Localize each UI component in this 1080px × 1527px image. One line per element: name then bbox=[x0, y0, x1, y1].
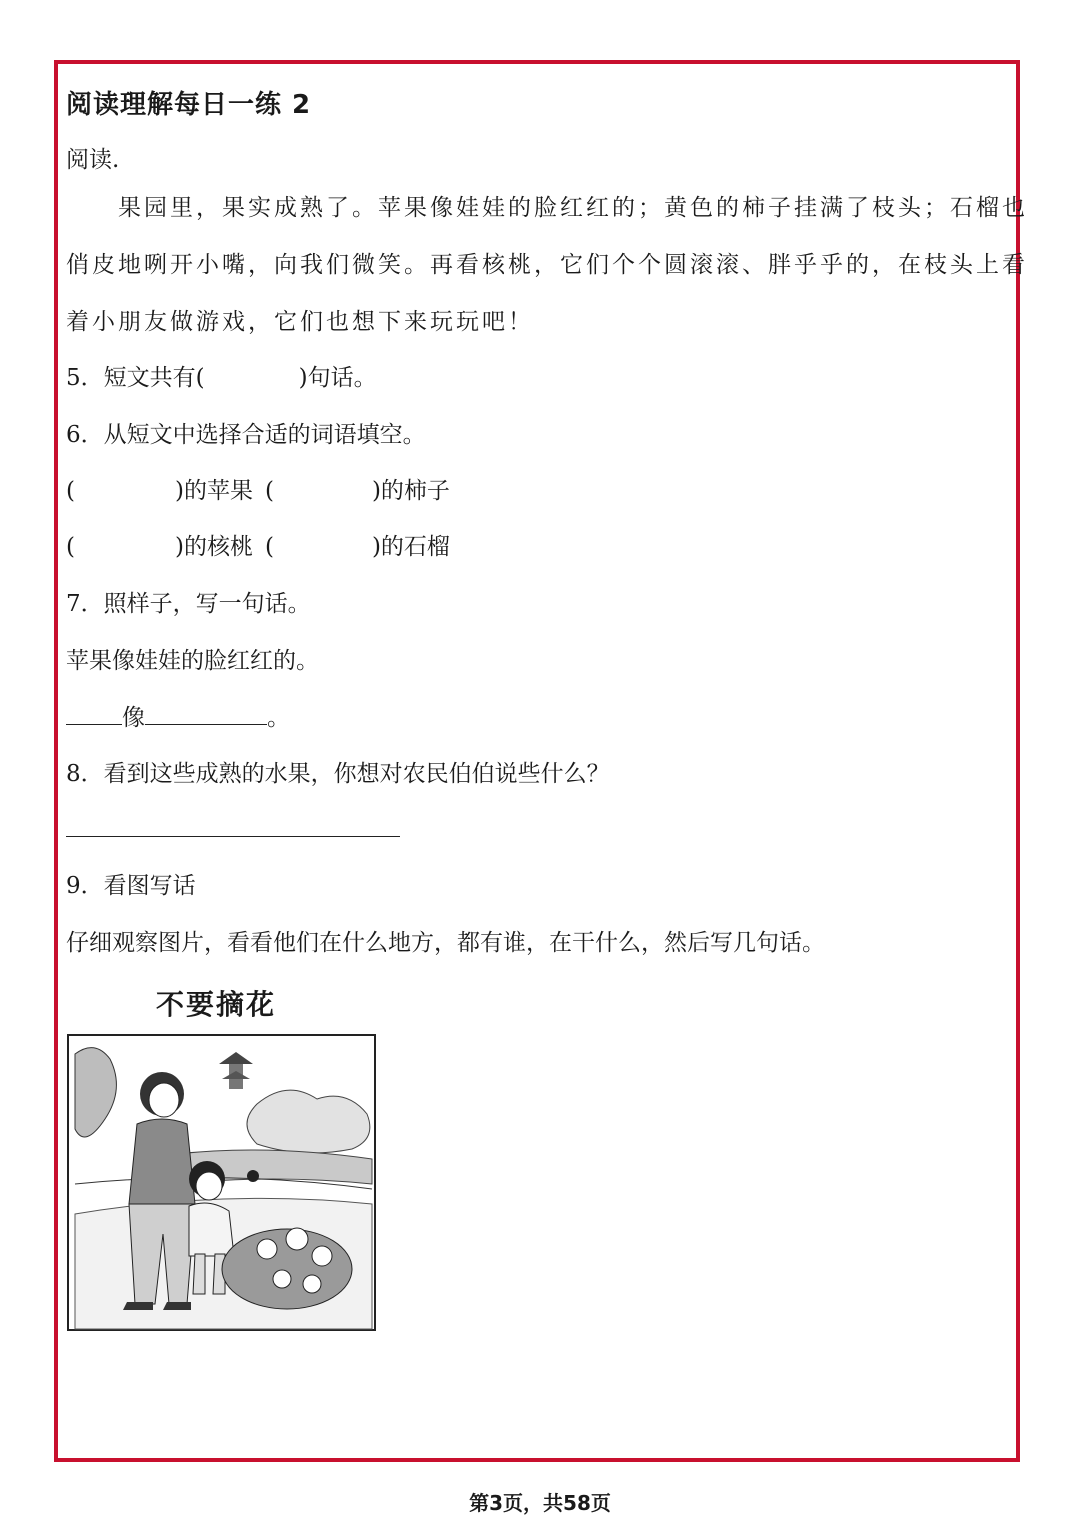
question-8-answer-line[interactable] bbox=[66, 836, 400, 837]
question-5 bbox=[66, 363, 377, 393]
question-5-suffix: )句话。 bbox=[298, 365, 377, 391]
document-title: 阅读理解每日一练 2 bbox=[66, 90, 312, 120]
fill-close: )的苹果 bbox=[174, 478, 253, 504]
passage-line-1: 果园里，果实成熟了。苹果像娃娃的脸红红的；黄色的柿子挂满了枝头；石榴也 bbox=[118, 195, 1028, 221]
page-number-footer: 第3页，共58页 bbox=[469, 1491, 611, 1515]
illustration-picture bbox=[67, 1034, 377, 1332]
fill-close: )的石榴 bbox=[371, 534, 450, 560]
question-9-stem: 9．看图写话 bbox=[66, 873, 196, 899]
fill-close: )的核桃 bbox=[174, 534, 253, 560]
question-8-stem: 8．看到这些成熟的水果，你想对农民伯伯说些什么？ bbox=[66, 761, 610, 787]
read-label: 阅读. bbox=[66, 147, 120, 173]
pattern-end: 。 bbox=[267, 705, 290, 731]
fill-open: ( bbox=[66, 478, 75, 504]
question-7-pattern bbox=[66, 702, 290, 733]
fill-open: ( bbox=[264, 478, 274, 504]
pattern-blank-subject[interactable] bbox=[66, 702, 122, 725]
fill-open: ( bbox=[66, 534, 75, 560]
fill-close: )的柿子 bbox=[371, 478, 450, 504]
passage-line-2: 俏皮地咧开小嘴，向我们微笑。再看核桃，它们个个圆滚滚、胖乎乎的，在枝头上看 bbox=[66, 252, 1028, 278]
question-7-example: 苹果像娃娃的脸红红的。 bbox=[66, 648, 319, 674]
picture-title: 不要摘花 bbox=[156, 988, 277, 1021]
passage-line-3: 着小朋友做游戏，它们也想下来玩玩吧！ bbox=[66, 309, 534, 335]
question-5-prefix: 5．短文共有( bbox=[66, 365, 205, 391]
question-6-stem: 6．从短文中选择合适的词语填空。 bbox=[66, 422, 426, 448]
question-7-stem: 7．照样子，写一句话。 bbox=[66, 591, 311, 617]
question-6-fill-row-2 bbox=[66, 532, 450, 562]
question-9-instruction: 仔细观察图片，看看他们在什么地方，都有谁，在干什么，然后写几句话。 bbox=[66, 930, 825, 956]
pattern-blank-object[interactable] bbox=[145, 702, 267, 725]
question-6-fill-row-1 bbox=[66, 476, 450, 506]
fill-open: ( bbox=[264, 534, 274, 560]
pattern-mid: 像 bbox=[122, 705, 145, 731]
